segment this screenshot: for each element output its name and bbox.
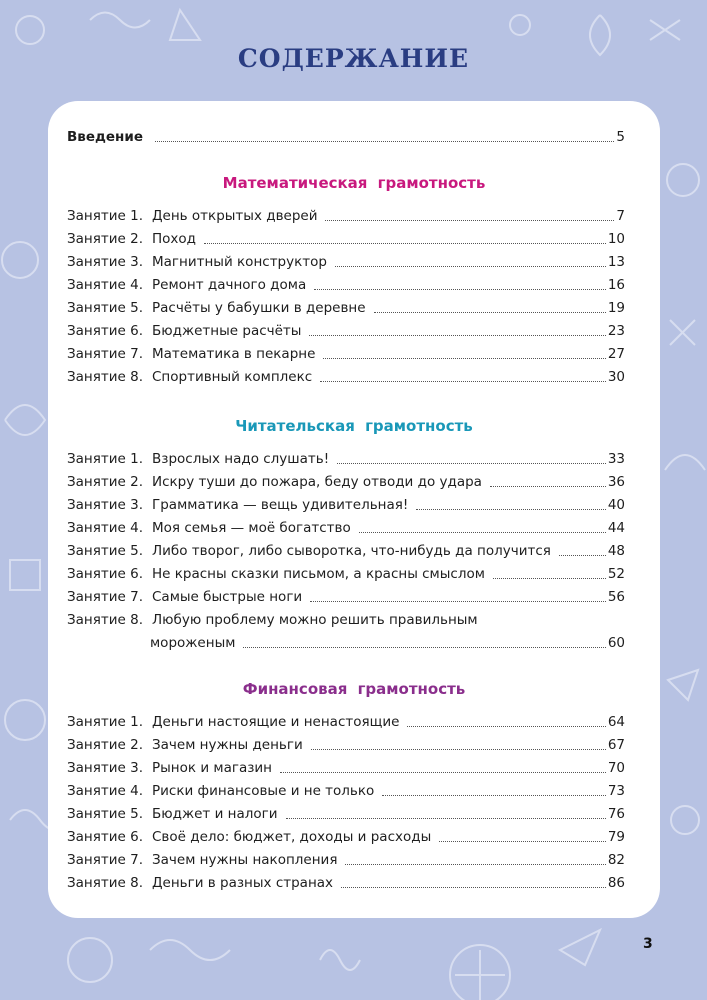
entry-label: Занятие 6. <box>67 829 143 845</box>
toc-entry[interactable] <box>67 469 625 491</box>
entry-label: Занятие 1. <box>67 451 143 467</box>
dot-leader <box>155 141 614 142</box>
entry-label: Занятие 2. <box>67 737 143 753</box>
dot-leader <box>345 864 605 865</box>
entry-title: Магнитный конструктор <box>152 254 327 270</box>
page-title: СОДЕРЖАНИЕ <box>237 44 470 73</box>
entry-page: 7 <box>616 208 625 224</box>
entry-page: 48 <box>607 543 625 559</box>
toc-entry[interactable] <box>67 249 625 271</box>
entry-label: Занятие 5. <box>67 543 143 559</box>
dot-leader <box>310 601 606 602</box>
section-heading: Финансовая грамотность <box>242 680 466 698</box>
toc-entry[interactable] <box>67 318 625 340</box>
dot-leader <box>243 647 605 648</box>
dot-leader <box>407 726 605 727</box>
entry-page: 33 <box>607 451 625 467</box>
toc-entry[interactable] <box>67 272 625 294</box>
entry-title: Деньги в разных странах <box>152 875 334 891</box>
dot-leader <box>374 312 606 313</box>
entry-title: Либо творог, либо сыворотка, что-нибудь да получится <box>152 543 551 559</box>
entry-label: Занятие 7. <box>67 589 143 605</box>
toc-entry[interactable] <box>67 824 625 846</box>
entry-page: 70 <box>607 760 625 776</box>
entry-label: Введение <box>67 129 143 145</box>
entry-title: Взрослых надо слушать! <box>152 451 330 467</box>
toc-entry[interactable] <box>67 709 625 731</box>
dot-leader <box>323 358 605 359</box>
entry-title: Бюджетные расчёты <box>152 323 302 339</box>
entry-title: Искру туши до пожара, беду отводи до удара <box>152 474 482 490</box>
section-heading: Математическая грамотность <box>222 174 486 192</box>
entry-label: Занятие 6. <box>67 323 143 339</box>
entry-title: Расчёты у бабушки в деревне <box>152 300 366 316</box>
entry-page: 13 <box>607 254 625 270</box>
entry-page: 40 <box>607 497 625 513</box>
dot-leader <box>559 555 606 556</box>
entry-page: 79 <box>607 829 625 845</box>
toc-entry[interactable] <box>67 778 625 800</box>
dot-leader <box>439 841 606 842</box>
page-number: 3 <box>643 936 653 952</box>
entry-label: Занятие 1. <box>67 208 143 224</box>
entry-page: 82 <box>607 852 625 868</box>
entry-page: 76 <box>607 806 625 822</box>
entry-title: Самые быстрые ноги <box>152 589 303 605</box>
entry-label: Занятие 7. <box>67 852 143 868</box>
entry-title: Рынок и магазин <box>152 760 272 776</box>
dot-leader <box>382 795 606 796</box>
dot-leader <box>493 578 606 579</box>
entry-page: 64 <box>607 714 625 730</box>
entry-page: 23 <box>607 323 625 339</box>
dot-leader <box>286 818 606 819</box>
toc-entry[interactable] <box>67 295 625 317</box>
entry-page: 30 <box>607 369 625 385</box>
entry-page: 56 <box>607 589 625 605</box>
entry-page: 36 <box>607 474 625 490</box>
entry-title: Деньги настоящие и ненастоящие <box>152 714 400 730</box>
toc-entry[interactable] <box>67 630 625 652</box>
entry-label: Занятие 6. <box>67 566 143 582</box>
entry-title: Ремонт дачного дома <box>152 277 307 293</box>
toc-entry-line1 <box>67 607 625 629</box>
toc-entry[interactable] <box>67 124 625 146</box>
entry-label: Занятие 1. <box>67 714 143 730</box>
entry-label: Занятие 5. <box>67 300 143 316</box>
entry-page: 16 <box>607 277 625 293</box>
dot-leader <box>359 532 606 533</box>
dot-leader <box>490 486 606 487</box>
dot-leader <box>280 772 606 773</box>
toc-entry[interactable] <box>67 584 625 606</box>
entry-page: 52 <box>607 566 625 582</box>
entry-title: Не красны сказки письмом, а красны смыслом <box>152 566 485 582</box>
dot-leader <box>341 887 606 888</box>
toc-entry[interactable] <box>67 755 625 777</box>
toc-entry[interactable] <box>67 561 625 583</box>
toc-entry[interactable] <box>67 538 625 560</box>
entry-title: Риски финансовые и не только <box>152 783 375 799</box>
entry-title: Моя семья — моё богатство <box>152 520 351 536</box>
entry-title: Своё дело: бюджет, доходы и расходы <box>152 829 432 845</box>
toc-entry[interactable] <box>67 870 625 892</box>
entry-label: Занятие 7. <box>67 346 143 362</box>
entry-page: 67 <box>607 737 625 753</box>
dot-leader <box>314 289 606 290</box>
toc-entry[interactable] <box>67 492 625 514</box>
entry-label: Занятие 3. <box>67 760 143 776</box>
entry-label: Занятие 5. <box>67 806 143 822</box>
entry-page: 60 <box>607 635 625 651</box>
entry-title: Зачем нужны деньги <box>152 737 303 753</box>
dot-leader <box>311 749 606 750</box>
entry-title: Зачем нужны накопления <box>152 852 338 868</box>
dot-leader <box>337 463 606 464</box>
entry-page: 19 <box>607 300 625 316</box>
dot-leader <box>416 509 606 510</box>
dot-leader <box>325 220 614 221</box>
toc-entry[interactable] <box>67 446 625 468</box>
entry-label: Занятие 4. <box>67 520 143 536</box>
entry-label: Занятие 8. <box>67 875 143 891</box>
section-heading: Читательская грамотность <box>235 417 473 435</box>
entry-title: Поход <box>152 231 196 247</box>
entry-title-continued: мороженым <box>150 635 236 651</box>
entry-label: Занятие 4. <box>67 277 143 293</box>
entry-page: 27 <box>607 346 625 362</box>
dot-leader <box>309 335 605 336</box>
entry-page: 73 <box>607 783 625 799</box>
toc-entry[interactable] <box>67 847 625 869</box>
entry-title: Бюджет и налоги <box>152 806 278 822</box>
toc-entry[interactable] <box>67 203 625 225</box>
entry-label: Занятие 2. <box>67 474 143 490</box>
entry-label: Занятие 8. <box>67 612 143 628</box>
toc-entry[interactable] <box>67 732 625 754</box>
entry-page: 86 <box>607 875 625 891</box>
dot-leader <box>335 266 606 267</box>
entry-title: Спортивный комплекс <box>152 369 313 385</box>
entry-title: Грамматика — вещь удивительная! <box>152 497 409 513</box>
entry-page: 5 <box>616 129 625 145</box>
toc-entry[interactable] <box>67 364 625 386</box>
toc-entry[interactable] <box>67 226 625 248</box>
toc-entry[interactable] <box>67 341 625 363</box>
toc-entry[interactable] <box>67 515 625 537</box>
entry-title: День открытых дверей <box>152 208 318 224</box>
entry-label: Занятие 3. <box>67 254 143 270</box>
entry-label: Занятие 3. <box>67 497 143 513</box>
entry-label: Занятие 4. <box>67 783 143 799</box>
entry-title: Математика в пекарне <box>152 346 316 362</box>
toc-entry[interactable] <box>67 801 625 823</box>
dot-leader <box>320 381 606 382</box>
entry-label: Занятие 8. <box>67 369 143 385</box>
dot-leader <box>204 243 606 244</box>
entry-page: 10 <box>607 231 625 247</box>
entry-page: 44 <box>607 520 625 536</box>
entry-label: Занятие 2. <box>67 231 143 247</box>
entry-title: Любую проблему можно решить правильным <box>152 612 478 628</box>
